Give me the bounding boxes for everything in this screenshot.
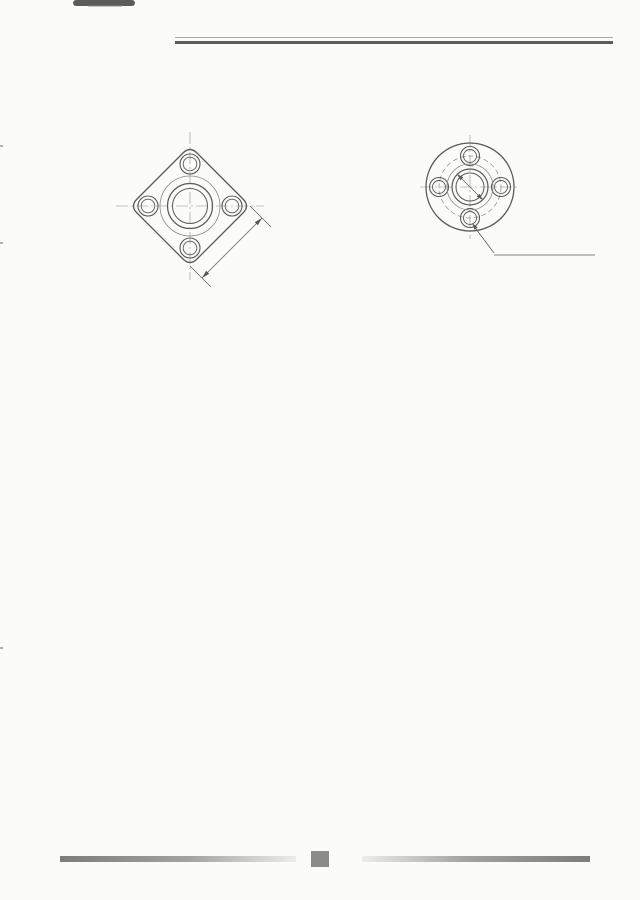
kbf-round-flange-diagram bbox=[390, 128, 605, 273]
header-rule bbox=[175, 37, 613, 44]
kbk-square-flange-diagram bbox=[105, 126, 277, 302]
scan-artifact bbox=[0, 242, 3, 244]
page-number bbox=[311, 851, 329, 867]
footer-bar-right bbox=[362, 856, 590, 862]
scan-artifact bbox=[0, 145, 3, 147]
scan-artifact bbox=[0, 647, 3, 649]
scan-artifact bbox=[88, 5, 122, 7]
footer-bar-left bbox=[60, 856, 296, 862]
